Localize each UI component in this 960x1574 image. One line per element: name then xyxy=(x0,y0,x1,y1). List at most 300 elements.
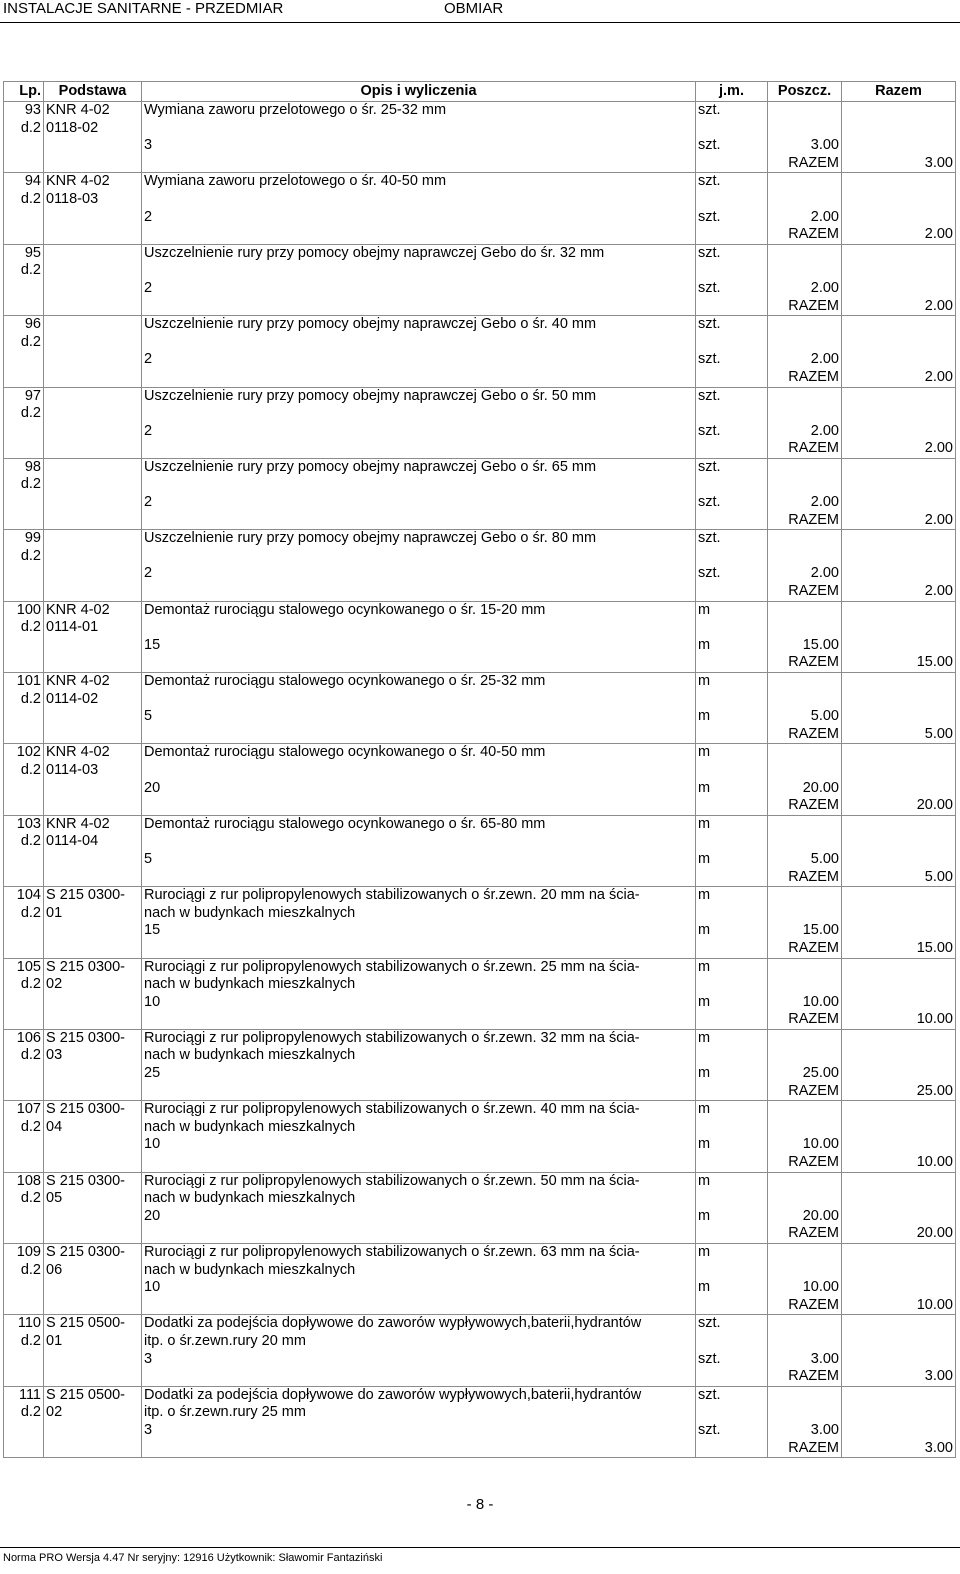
table-row xyxy=(4,298,956,316)
empty-cell xyxy=(4,298,44,316)
item-poszcz-empty xyxy=(768,387,842,405)
software-info: Norma PRO Wersja 4.47 Nr seryjny: 12916 Użytkownik: Sławomir Fantaziński xyxy=(3,1552,383,1564)
table-row xyxy=(4,994,956,1012)
empty-cell xyxy=(4,1225,44,1243)
table-row xyxy=(4,1083,956,1101)
item-description: Wymiana zaworu przelotowego o śr. 40-50 mm xyxy=(142,173,696,191)
item-unit-empty xyxy=(696,691,768,709)
item-razem-empty xyxy=(842,1404,956,1422)
item-poszcz-value: 2.00 xyxy=(768,351,842,369)
item-razem-empty xyxy=(842,387,956,405)
item-razem-empty xyxy=(842,1136,956,1154)
item-unit-empty xyxy=(696,1190,768,1208)
item-poszcz-empty xyxy=(768,673,842,691)
item-basis-code: 04 xyxy=(44,1119,142,1137)
table-row xyxy=(4,673,956,691)
item-section: d.2 xyxy=(4,1333,44,1351)
razem-label: RAZEM xyxy=(768,440,842,458)
razem-label: RAZEM xyxy=(768,1368,842,1386)
item-section: d.2 xyxy=(4,691,44,709)
razem-label: RAZEM xyxy=(768,155,842,173)
item-basis-code: 0114-04 xyxy=(44,833,142,851)
razem-label: RAZEM xyxy=(768,226,842,244)
empty-cell xyxy=(44,369,142,387)
item-quantity-unit: szt. xyxy=(696,351,768,369)
table-row xyxy=(4,1440,956,1458)
item-section: d.2 xyxy=(4,619,44,637)
table-row xyxy=(4,851,956,869)
item-poszcz-empty xyxy=(768,262,842,280)
item-razem-empty xyxy=(842,1315,956,1333)
table-body xyxy=(4,102,956,1458)
item-razem-value: 2.00 xyxy=(842,369,956,387)
empty-cell xyxy=(142,1368,696,1386)
empty-cell xyxy=(44,1011,142,1029)
item-basis-code: 0118-03 xyxy=(44,191,142,209)
table-row xyxy=(4,423,956,441)
item-poszcz-empty xyxy=(768,601,842,619)
empty-cell xyxy=(696,155,768,173)
table-row xyxy=(4,1297,956,1315)
table-row xyxy=(4,1368,956,1386)
item-razem-value: 3.00 xyxy=(842,155,956,173)
empty-cell xyxy=(44,1136,142,1154)
item-poszcz-empty xyxy=(768,1101,842,1119)
item-section: d.2 xyxy=(4,334,44,352)
item-section: d.2 xyxy=(4,405,44,423)
table-row xyxy=(4,1262,956,1280)
item-unit-empty xyxy=(696,1262,768,1280)
item-description: Uszczelnienie rury przy pomocy obejmy naprawczej Gebo o śr. 65 mm xyxy=(142,458,696,476)
item-poszcz-empty xyxy=(768,905,842,923)
item-basis-code: 0114-03 xyxy=(44,762,142,780)
razem-label: RAZEM xyxy=(768,1011,842,1029)
empty-cell xyxy=(4,869,44,887)
item-razem-value: 2.00 xyxy=(842,298,956,316)
item-unit: szt. xyxy=(696,387,768,405)
item-description: Demontaż rurociągu stalowego ocynkowanego o śr. 65-80 mm xyxy=(142,815,696,833)
item-poszcz-value: 15.00 xyxy=(768,922,842,940)
item-basis-code: 01 xyxy=(44,1333,142,1351)
empty-cell xyxy=(142,1225,696,1243)
empty-cell xyxy=(696,512,768,530)
item-description-cont xyxy=(142,762,696,780)
table-row xyxy=(4,173,956,191)
item-razem-empty xyxy=(842,102,956,120)
empty-cell xyxy=(4,780,44,798)
item-description: Demontaż rurociągu stalowego ocynkowanego o śr. 15-20 mm xyxy=(142,601,696,619)
col-header-razem: Razem xyxy=(842,82,956,102)
empty-cell xyxy=(4,440,44,458)
empty-cell xyxy=(142,1297,696,1315)
razem-label: RAZEM xyxy=(768,1083,842,1101)
item-razem-empty xyxy=(842,173,956,191)
item-poszcz-value: 20.00 xyxy=(768,1208,842,1226)
item-razem-value: 15.00 xyxy=(842,940,956,958)
empty-cell xyxy=(44,565,142,583)
item-unit-empty xyxy=(696,1404,768,1422)
item-quantity: 3 xyxy=(142,137,696,155)
table-row xyxy=(4,316,956,334)
item-unit: m xyxy=(696,1172,768,1190)
empty-cell xyxy=(142,583,696,601)
item-poszcz-empty xyxy=(768,1244,842,1262)
item-quantity: 2 xyxy=(142,209,696,227)
item-basis: S 215 0300- xyxy=(44,958,142,976)
item-number: 99 xyxy=(4,530,44,548)
empty-cell xyxy=(44,637,142,655)
table-row xyxy=(4,833,956,851)
table-row xyxy=(4,958,956,976)
empty-cell xyxy=(696,1225,768,1243)
item-razem-empty xyxy=(842,976,956,994)
item-razem-empty xyxy=(842,209,956,227)
table-row xyxy=(4,137,956,155)
table-row xyxy=(4,1422,956,1440)
table-row xyxy=(4,1225,956,1243)
item-description-cont: nach w budynkach mieszkalnych xyxy=(142,905,696,923)
table-row xyxy=(4,780,956,798)
table-row xyxy=(4,691,956,709)
item-poszcz-empty xyxy=(768,958,842,976)
item-razem-empty xyxy=(842,744,956,762)
table-row xyxy=(4,1315,956,1333)
item-razem-empty xyxy=(842,548,956,566)
razem-label: RAZEM xyxy=(768,940,842,958)
empty-cell xyxy=(44,1351,142,1369)
item-section: d.2 xyxy=(4,120,44,138)
item-description-cont xyxy=(142,548,696,566)
item-razem-value: 10.00 xyxy=(842,1154,956,1172)
item-razem-empty xyxy=(842,851,956,869)
item-description-cont xyxy=(142,833,696,851)
item-unit-empty xyxy=(696,120,768,138)
table-row xyxy=(4,1172,956,1190)
empty-cell xyxy=(142,369,696,387)
empty-cell xyxy=(4,226,44,244)
item-poszcz-value: 20.00 xyxy=(768,780,842,798)
empty-cell xyxy=(4,1368,44,1386)
item-quantity-unit: szt. xyxy=(696,565,768,583)
item-basis: KNR 4-02 xyxy=(44,601,142,619)
table-row xyxy=(4,334,956,352)
table-row xyxy=(4,565,956,583)
item-razem-empty xyxy=(842,1047,956,1065)
empty-cell xyxy=(142,869,696,887)
item-section: d.2 xyxy=(4,762,44,780)
empty-cell xyxy=(44,1297,142,1315)
boq-table xyxy=(3,81,956,1458)
empty-cell xyxy=(44,654,142,672)
item-section: d.2 xyxy=(4,905,44,923)
item-quantity-unit: szt. xyxy=(696,1351,768,1369)
empty-cell xyxy=(44,1279,142,1297)
item-quantity: 15 xyxy=(142,637,696,655)
item-quantity: 15 xyxy=(142,922,696,940)
item-poszcz-empty xyxy=(768,102,842,120)
item-razem-value: 20.00 xyxy=(842,797,956,815)
item-basis-code: 02 xyxy=(44,976,142,994)
item-poszcz-empty xyxy=(768,744,842,762)
col-header-jm: j.m. xyxy=(696,82,768,102)
item-unit: m xyxy=(696,601,768,619)
table-row xyxy=(4,387,956,405)
empty-cell xyxy=(142,226,696,244)
empty-cell xyxy=(696,298,768,316)
item-razem-empty xyxy=(842,708,956,726)
item-unit: m xyxy=(696,673,768,691)
item-description: Rurociągi z rur polipropylenowych stabilizowanych o śr.zewn. 25 mm na ścia- xyxy=(142,958,696,976)
empty-cell xyxy=(142,512,696,530)
empty-cell xyxy=(4,1065,44,1083)
empty-cell xyxy=(142,440,696,458)
empty-cell xyxy=(142,298,696,316)
item-quantity: 10 xyxy=(142,1279,696,1297)
table-row xyxy=(4,458,956,476)
table-row xyxy=(4,209,956,227)
item-section: d.2 xyxy=(4,833,44,851)
item-razem-empty xyxy=(842,458,956,476)
item-razem-empty xyxy=(842,1172,956,1190)
item-description: Uszczelnienie rury przy pomocy obejmy naprawczej Gebo o śr. 50 mm xyxy=(142,387,696,405)
empty-cell xyxy=(696,1440,768,1458)
table-row xyxy=(4,1404,956,1422)
empty-cell xyxy=(44,1154,142,1172)
razem-label: RAZEM xyxy=(768,369,842,387)
table-row xyxy=(4,1011,956,1029)
empty-cell xyxy=(4,280,44,298)
razem-label: RAZEM xyxy=(768,869,842,887)
empty-cell xyxy=(44,351,142,369)
item-razem-empty xyxy=(842,1029,956,1047)
empty-cell xyxy=(44,226,142,244)
table-row xyxy=(4,869,956,887)
empty-cell xyxy=(4,351,44,369)
empty-cell xyxy=(4,1208,44,1226)
item-basis-code: 01 xyxy=(44,905,142,923)
item-poszcz-empty xyxy=(768,1029,842,1047)
item-razem-empty xyxy=(842,316,956,334)
item-description: Rurociągi z rur polipropylenowych stabilizowanych o śr.zewn. 20 mm na ścia- xyxy=(142,887,696,905)
empty-cell xyxy=(44,1208,142,1226)
item-quantity-unit: szt. xyxy=(696,423,768,441)
item-description: Rurociągi z rur polipropylenowych stabilizowanych o śr.zewn. 63 mm na ścia- xyxy=(142,1244,696,1262)
item-section: d.2 xyxy=(4,1190,44,1208)
empty-cell xyxy=(4,209,44,227)
item-poszcz-empty xyxy=(768,1190,842,1208)
table-row xyxy=(4,1101,956,1119)
item-quantity-unit: m xyxy=(696,1136,768,1154)
empty-cell xyxy=(142,1154,696,1172)
item-poszcz-value: 10.00 xyxy=(768,1136,842,1154)
col-header-podstawa: Podstawa xyxy=(44,82,142,102)
item-poszcz-empty xyxy=(768,815,842,833)
item-description-cont xyxy=(142,262,696,280)
empty-cell xyxy=(696,869,768,887)
empty-cell xyxy=(142,1083,696,1101)
empty-cell xyxy=(4,1083,44,1101)
razem-label: RAZEM xyxy=(768,654,842,672)
table-row xyxy=(4,369,956,387)
item-number: 108 xyxy=(4,1172,44,1190)
empty-cell xyxy=(4,797,44,815)
item-number: 109 xyxy=(4,1244,44,1262)
item-description-cont xyxy=(142,405,696,423)
table-row xyxy=(4,1351,956,1369)
item-quantity: 10 xyxy=(142,994,696,1012)
item-razem-empty xyxy=(842,833,956,851)
item-razem-empty xyxy=(842,637,956,655)
item-description-cont xyxy=(142,619,696,637)
item-quantity-unit: szt. xyxy=(696,209,768,227)
table-header-row xyxy=(4,82,956,102)
item-razem-empty xyxy=(842,244,956,262)
item-poszcz-empty xyxy=(768,120,842,138)
item-poszcz-empty xyxy=(768,1172,842,1190)
razem-label: RAZEM xyxy=(768,726,842,744)
razem-label: RAZEM xyxy=(768,1225,842,1243)
empty-cell xyxy=(696,1083,768,1101)
item-description-cont: nach w budynkach mieszkalnych xyxy=(142,1119,696,1137)
item-poszcz-empty xyxy=(768,458,842,476)
empty-cell xyxy=(4,1440,44,1458)
empty-cell xyxy=(4,708,44,726)
item-section: d.2 xyxy=(4,1404,44,1422)
item-razem-empty xyxy=(842,887,956,905)
empty-cell xyxy=(44,583,142,601)
empty-cell xyxy=(44,512,142,530)
item-razem-empty xyxy=(842,191,956,209)
item-poszcz-empty xyxy=(768,1315,842,1333)
item-unit: szt. xyxy=(696,1315,768,1333)
table-row xyxy=(4,762,956,780)
item-poszcz-empty xyxy=(768,476,842,494)
table-row xyxy=(4,262,956,280)
item-razem-empty xyxy=(842,780,956,798)
table-row xyxy=(4,351,956,369)
item-poszcz-value: 10.00 xyxy=(768,1279,842,1297)
item-unit: szt. xyxy=(696,173,768,191)
empty-cell xyxy=(4,1011,44,1029)
table-row xyxy=(4,976,956,994)
item-description-cont xyxy=(142,691,696,709)
item-basis-code: 03 xyxy=(44,1047,142,1065)
item-razem-empty xyxy=(842,1386,956,1404)
empty-cell xyxy=(4,369,44,387)
table-row xyxy=(4,601,956,619)
item-razem-empty xyxy=(842,262,956,280)
item-poszcz-value: 5.00 xyxy=(768,708,842,726)
header-section: OBMIAR xyxy=(444,0,504,17)
empty-cell xyxy=(696,1368,768,1386)
item-description: Rurociągi z rur polipropylenowych stabilizowanych o śr.zewn. 50 mm na ścia- xyxy=(142,1172,696,1190)
item-razem-empty xyxy=(842,530,956,548)
item-poszcz-empty xyxy=(768,1119,842,1137)
empty-cell xyxy=(142,155,696,173)
table-row xyxy=(4,654,956,672)
item-razem-value: 2.00 xyxy=(842,512,956,530)
item-number: 95 xyxy=(4,244,44,262)
item-number: 110 xyxy=(4,1315,44,1333)
item-razem-empty xyxy=(842,691,956,709)
item-unit: m xyxy=(696,1244,768,1262)
empty-cell xyxy=(44,209,142,227)
table-row xyxy=(4,530,956,548)
table-row xyxy=(4,797,956,815)
item-razem-empty xyxy=(842,922,956,940)
razem-label: RAZEM xyxy=(768,512,842,530)
item-quantity-unit: m xyxy=(696,851,768,869)
table-row xyxy=(4,940,956,958)
item-razem-empty xyxy=(842,1208,956,1226)
empty-cell xyxy=(44,280,142,298)
empty-cell xyxy=(4,512,44,530)
item-number: 100 xyxy=(4,601,44,619)
item-unit: szt. xyxy=(696,1386,768,1404)
empty-cell xyxy=(142,1011,696,1029)
empty-cell xyxy=(142,1440,696,1458)
item-basis: KNR 4-02 xyxy=(44,673,142,691)
item-poszcz-empty xyxy=(768,530,842,548)
item-basis: KNR 4-02 xyxy=(44,744,142,762)
table-row xyxy=(4,120,956,138)
empty-cell xyxy=(4,1154,44,1172)
item-razem-empty xyxy=(842,405,956,423)
item-poszcz-empty xyxy=(768,244,842,262)
item-poszcz-empty xyxy=(768,976,842,994)
item-razem-empty xyxy=(842,673,956,691)
item-razem-value: 10.00 xyxy=(842,1011,956,1029)
item-unit: szt. xyxy=(696,244,768,262)
empty-cell xyxy=(4,654,44,672)
item-number: 93 xyxy=(4,102,44,120)
item-poszcz-empty xyxy=(768,334,842,352)
item-unit-empty xyxy=(696,762,768,780)
item-unit: szt. xyxy=(696,530,768,548)
item-poszcz-value: 2.00 xyxy=(768,209,842,227)
empty-cell xyxy=(142,726,696,744)
item-razem-empty xyxy=(842,619,956,637)
item-basis-code xyxy=(44,334,142,352)
empty-cell xyxy=(142,940,696,958)
col-header-opis: Opis i wyliczenia xyxy=(142,82,696,102)
table-row xyxy=(4,1244,956,1262)
header-rule xyxy=(0,22,960,23)
razem-label: RAZEM xyxy=(768,1440,842,1458)
empty-cell xyxy=(44,922,142,940)
razem-label: RAZEM xyxy=(768,1297,842,1315)
table-row xyxy=(4,1119,956,1137)
item-description: Demontaż rurociągu stalowego ocynkowanego o śr. 25-32 mm xyxy=(142,673,696,691)
table-row xyxy=(4,1047,956,1065)
empty-cell xyxy=(44,137,142,155)
item-quantity-unit: m xyxy=(696,780,768,798)
empty-cell xyxy=(44,708,142,726)
empty-cell xyxy=(696,583,768,601)
item-basis xyxy=(44,316,142,334)
item-description: Rurociągi z rur polipropylenowych stabilizowanych o śr.zewn. 32 mm na ścia- xyxy=(142,1029,696,1047)
item-poszcz-value: 3.00 xyxy=(768,1422,842,1440)
item-razem-empty xyxy=(842,1065,956,1083)
item-razem-empty xyxy=(842,958,956,976)
item-number: 102 xyxy=(4,744,44,762)
empty-cell xyxy=(696,726,768,744)
item-unit: m xyxy=(696,1029,768,1047)
item-quantity: 20 xyxy=(142,1208,696,1226)
item-description-cont: nach w budynkach mieszkalnych xyxy=(142,1047,696,1065)
item-razem-empty xyxy=(842,565,956,583)
item-basis-code xyxy=(44,405,142,423)
